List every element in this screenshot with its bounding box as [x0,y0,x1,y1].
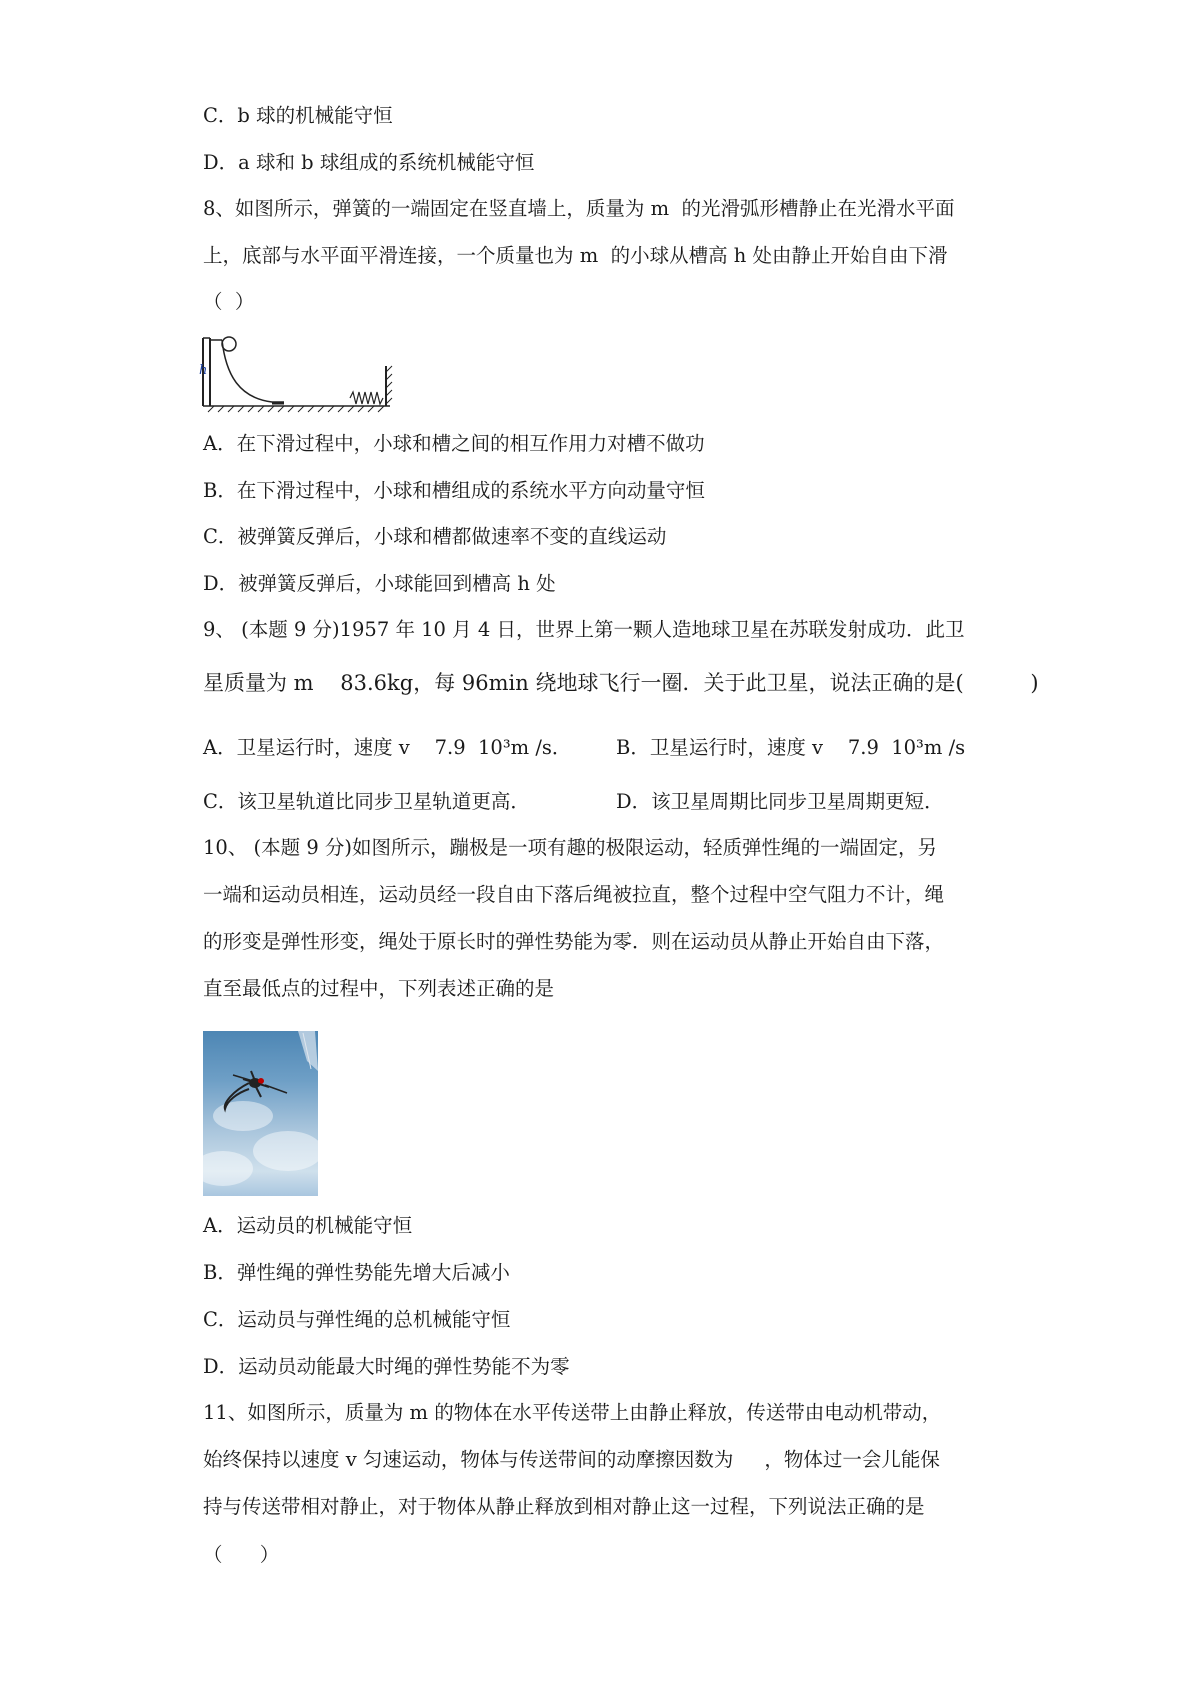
q11-stem-line-1: 11、如图所示，质量为 m 的物体在水平传送带上由静止释放，传送带由电动机带动， [203,1401,942,1424]
q10-option-d: D．运动员动能最大时绳的弹性势能不为零 [203,1355,570,1378]
q10-stem-line-1: 10、 (本题 9 分)如图所示，蹦极是一项有趣的极限运动，轻质弹性绳的一端固定，另 [203,836,938,859]
q9-option-d: D．该卫星周期比同步卫星周期更短． [616,790,944,813]
q11-stem-line-2: 始终保持以速度 v 匀速运动，物体与传送带间的动摩擦因数为 ，物体过一会儿能保 [203,1448,940,1471]
q8-stem-line-2: 上，底部与水平面平滑连接，一个质量也为 m 的小球从槽高 h 处由静止开始自由下滑 [203,244,948,267]
q10-stem-line-2: 一端和运动员相连，运动员经一段自由下落后绳被拉直，整个过程中空气阻力不计，绳 [203,883,945,906]
q8-option-c: C．被弹簧反弹后，小球和槽都做速率不变的直线运动 [203,525,667,548]
q8-spring [350,392,383,404]
q8-ball [222,337,236,351]
q8-option-b: B．在下滑过程中，小球和槽组成的系统水平方向动量守恒 [203,479,705,502]
q9-option-a: A．卫星运行时，速度 v 7.9 10³m /s． [203,736,572,759]
q10-bungee-photo [203,1031,318,1196]
q8-answer-parens: （ ） [203,290,255,313]
q11-stem-line-3: 持与传送带相对静止，对于物体从静止释放到相对静止这一过程，下列说法正确的是 [203,1495,925,1518]
q10-option-c: C．运动员与弹性绳的总机械能守恒 [203,1308,511,1331]
q8-height-label: h [199,363,208,378]
q10-stem-line-4: 直至最低点的过程中，下列表述正确的是 [203,977,555,1000]
q7-option-c: C．b 球的机械能守恒 [203,104,393,127]
q9-stem-line-1: 9、 (本题 9 分)1957 年 10 月 4 日，世界上第一颗人造地球卫星在苏联发射成功．此卫 [203,618,965,641]
q7-option-d: D．a 球和 b 球组成的系统机械能守恒 [203,151,535,174]
q10-option-b: B．弹性绳的弹性势能先增大后减小 [203,1261,510,1284]
q9-option-c: C．该卫星轨道比同步卫星轨道更高． [203,790,530,813]
q10-stem-line-3: 的形变是弹性形变，绳处于原长时的弹性势能为零．则在运动员从静止开始自由下落， [203,930,945,953]
q10-jumper-icon [203,1031,318,1196]
q8-option-a: A．在下滑过程中，小球和槽之间的相互作用力对槽不做功 [203,432,705,455]
q8-figure-slope-spring [200,336,410,412]
q9-stem-line-2: 星质量为 m 83.6kg，每 96min 绕地球飞行一圈．关于此卫星，说法正确的是( ) [203,671,1039,695]
q8-stem-line-1: 8、如图所示，弹簧的一端固定在竖直墙上，质量为 m 的光滑弧形槽静止在光滑水平面 [203,197,955,220]
q9-option-b: B．卫星运行时，速度 v 7.9 10³m /s [616,736,966,759]
q8-option-d: D．被弹簧反弹后，小球能回到槽高 h 处 [203,572,556,595]
q10-option-a: A．运动员的机械能守恒 [203,1214,413,1237]
q11-answer-parens: （ ） [203,1543,280,1566]
